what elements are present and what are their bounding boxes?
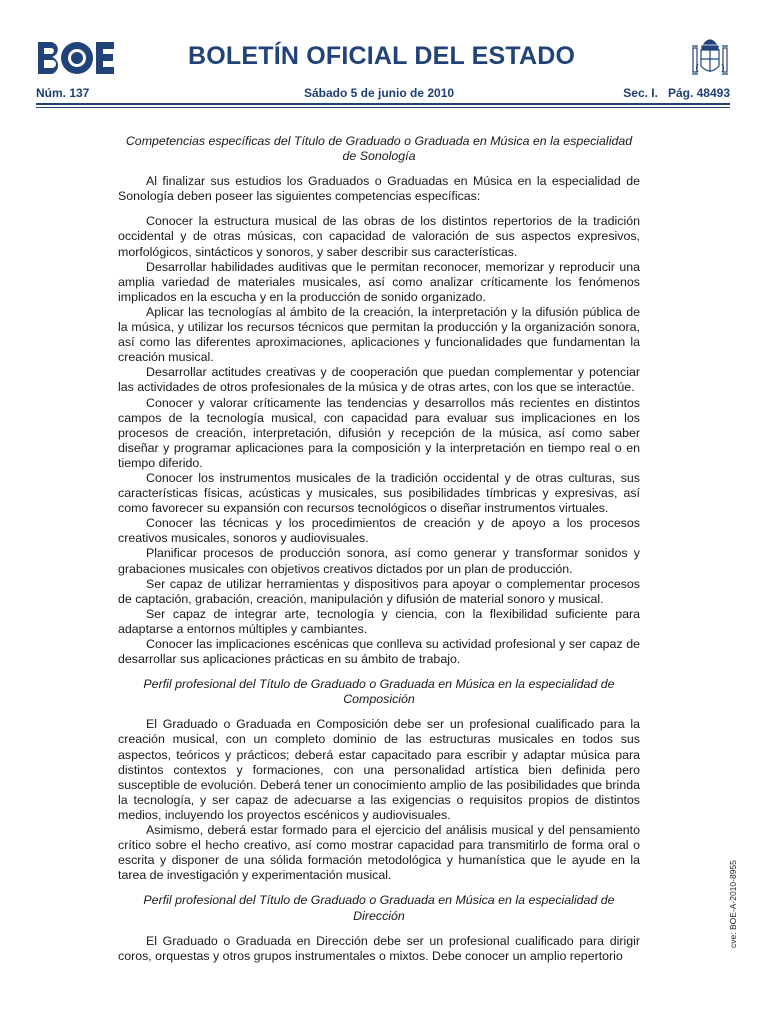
intro-paragraph: Al finalizar sus estudios los Graduados o Graduadas en Música en la especialidad de Sonología deben poseer las siguientes competencias específicas: <box>118 174 640 204</box>
issue-number: Núm. 137 <box>36 86 90 100</box>
competency-item: Conocer las implicaciones escénicas que conlleva su actividad profesional y ser capaz de desarrollar sus aplicaciones prácticas en su ámbito de trabajo. <box>118 637 640 667</box>
competency-item: Desarrollar habilidades auditivas que le permitan reconocer, memorizar y reproducir una amplia variedad de materiales musicales, así como analizar críticamente los fenómenos implicados en la escucha y en la producción de sonido organizado. <box>118 259 640 304</box>
profile-paragraph: El Graduado o Graduada en Dirección debe ser un profesional cualificado para dirigir coros, orquestas y otros grupos instrumentales o mixtos. Debe conocer un amplio repertorio <box>118 933 640 963</box>
section-heading-direccion: Perfil profesional del Título de Graduado o Graduada en Música en la especialidad de Dirección <box>143 893 615 923</box>
cve-code: cve: BOE-A-2010-8955 <box>728 860 738 948</box>
competency-item: Conocer los instrumentos musicales de la tradición occidental y de otras culturas, sus características físicas, acústicas y musicales, sus posibilidades tímbricas y expresivas, así como favorecer su expansión con recursos tecnológicos o diseñar instrumentos virtuales. <box>118 470 640 516</box>
competency-item: Planificar procesos de producción sonora, así como generar y transformar sonidos y grabaciones musicales con objetivos creativos dictados por un plan de producción. <box>118 546 640 576</box>
section-heading-composicion: Perfil profesional del Título de Graduado o Graduada en Música en la especialidad de Composición <box>143 677 615 707</box>
document-body <box>118 134 640 964</box>
section-page: Sec. I. Pág. 48493 <box>623 86 730 100</box>
competency-item: Conocer y valorar críticamente las tendencias y desarrollos más recientes en distintos campos de la tecnología musical, con capacidad para evaluar sus implicaciones en los procesos de creación, interpretación, difusión y recepción de la música, así como saber diseñar y programar aplicaciones para la composición y la interpretación en tiempo real o en tiempo diferido. <box>118 395 640 470</box>
coat-of-arms-icon <box>690 34 730 82</box>
profile-paragraph: Asimismo, deberá estar formado para el ejercicio del análisis musical y del pensamiento crítico sobre el hecho creativo, así como mostrar capacidad para transmitirlo de forma oral o escrita y disponer de una sólida formación metodológica y humanística que le ayude en la tarea de investigación y experimentación musical. <box>118 823 640 883</box>
issue-date: Sábado 5 de junio de 2010 <box>304 86 455 100</box>
profile-paragraph: El Graduado o Graduada en Composición debe ser un profesional cualificado para la creación musical, con un completo dominio de las estructuras musicales en todos sus aspectos, teóricos y prácticos; deberá estar capacitado para escribir y adaptar música para distintos contextos y formaciones, con una personalidad artística bien definida pero susceptible de evolución. Deberá tener un conocimiento amplio de las posibilidades que brinda la tecnología, y ser capaz de adecuarse a las exigencias o requisitos propios de distintos medios, incluyendo los proyectos escénicos y audiovisuales. <box>118 717 640 822</box>
competency-item: Conocer la estructura musical de las obras de los distintos repertorios de la tradición occidental y de otras músicas, con capacidad de valoración de sus aspectos expresivos, morfológicos, sintácticos y sonoros, y saber describir sus características. <box>118 214 640 259</box>
competency-item: Desarrollar actitudes creativas y de cooperación que puedan complementar y potenciar las actividades de otros profesionales de la música y de otras artes, con los que se interactúe. <box>118 365 640 395</box>
masthead-title: BOLETÍN OFICIAL DEL ESTADO <box>188 42 576 70</box>
competency-item: Conocer las técnicas y los procedimientos de creación y de apoyo a los procesos creativos musicales, sonoros y audiovisuales. <box>118 516 640 546</box>
competency-item: Ser capaz de integrar arte, tecnología y ciencia, con la flexibilidad suficiente para adaptarse a entornos múltiples y cambiantes. <box>118 606 640 636</box>
header-rule-thin <box>36 107 730 108</box>
issue-meta-line <box>36 86 730 100</box>
competency-item: Ser capaz de utilizar herramientas y dispositivos para apoyar o complementar procesos de captación, grabación, creación, manipulación y difusión de material sonoro y musical. <box>118 576 640 606</box>
competency-item: Aplicar las tecnologías al ámbito de la creación, la interpretación y la difusión pública de la música, y utilizar los recursos técnicos que permitan la producción y la organización sonora, así como las diferentes aproximaciones, aplicaciones y funcionalidades que fundamentan la creación musical. <box>118 304 640 365</box>
section-heading-sonologia: Competencias específicas del Título de Graduado o Graduada en Música en la especialidad de Sonología <box>125 134 633 164</box>
header-rule <box>36 103 730 105</box>
boe-logo-icon <box>36 40 116 76</box>
